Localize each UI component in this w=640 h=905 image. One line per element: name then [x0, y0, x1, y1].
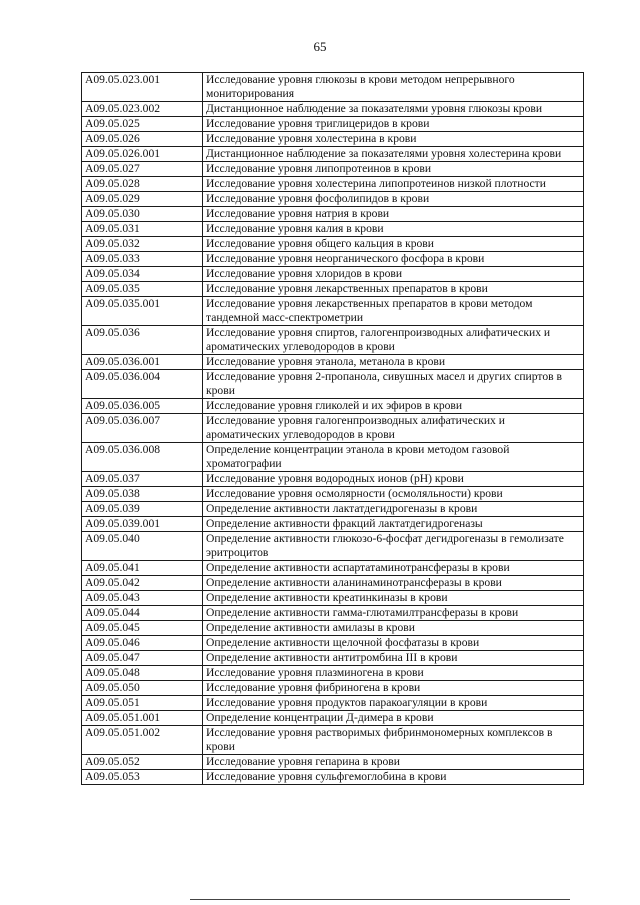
service-code-cell: A09.05.023.001 [82, 73, 203, 102]
service-description-cell: Исследование уровня фосфолипидов в крови [203, 192, 584, 207]
table-row [82, 561, 584, 576]
service-description-cell: Исследование уровня неорганического фосфора в крови [203, 252, 584, 267]
table-row [82, 443, 584, 472]
service-description-cell: Дистанционное наблюдение за показателями уровня холестерина крови [203, 147, 584, 162]
service-description-cell: Исследование уровня гликолей и их эфиров в крови [203, 399, 584, 414]
table-row [82, 606, 584, 621]
service-description-cell: Исследование уровня холестерина липопротеинов низкой плотности [203, 177, 584, 192]
service-description-cell: Исследование уровня глюкозы в крови методом непрерывного мониторирования [203, 73, 584, 102]
service-description-cell: Определение активности лактатдегидрогеназы в крови [203, 502, 584, 517]
service-code-cell: A09.05.039 [82, 502, 203, 517]
service-description-cell: Определение активности антитромбина III в крови [203, 651, 584, 666]
service-description-cell: Определение активности амилазы в крови [203, 621, 584, 636]
service-description-cell: Исследование уровня этанола, метанола в крови [203, 355, 584, 370]
service-code-cell: A09.05.046 [82, 636, 203, 651]
service-code-cell: A09.05.042 [82, 576, 203, 591]
service-description-cell: Исследование уровня сульфгемоглобина в крови [203, 770, 584, 785]
service-code-cell: A09.05.035.001 [82, 297, 203, 326]
table-row [82, 591, 584, 606]
table-row [82, 621, 584, 636]
service-code-cell: A09.05.044 [82, 606, 203, 621]
table-row [82, 414, 584, 443]
table-row [82, 726, 584, 755]
service-description-cell: Исследование уровня продуктов паракоагуляции в крови [203, 696, 584, 711]
service-code-cell: A09.05.035 [82, 282, 203, 297]
service-code-cell: A09.05.029 [82, 192, 203, 207]
service-description-cell: Исследование уровня спиртов, галогенпроизводных алифатических и ароматических углеводородов в крови [203, 326, 584, 355]
service-code-cell: A09.05.036.007 [82, 414, 203, 443]
table-row [82, 237, 584, 252]
table-row [82, 487, 584, 502]
table-row [82, 399, 584, 414]
table-row [82, 532, 584, 561]
service-description-cell: Исследование уровня лекарственных препаратов в крови [203, 282, 584, 297]
service-code-cell: A09.05.045 [82, 621, 203, 636]
table-row [82, 267, 584, 282]
table-row [82, 282, 584, 297]
service-code-cell: A09.05.047 [82, 651, 203, 666]
service-code-cell: A09.05.051.001 [82, 711, 203, 726]
service-code-cell: A09.05.041 [82, 561, 203, 576]
service-code-cell: A09.05.043 [82, 591, 203, 606]
table-row [82, 636, 584, 651]
table-row [82, 162, 584, 177]
service-code-cell: A09.05.050 [82, 681, 203, 696]
table-row [82, 755, 584, 770]
service-description-cell: Определение активности щелочной фосфатазы в крови [203, 636, 584, 651]
table-row [82, 370, 584, 399]
table-row [82, 696, 584, 711]
service-code-table [81, 72, 584, 785]
service-code-cell: A09.05.033 [82, 252, 203, 267]
service-code-cell: A09.05.040 [82, 532, 203, 561]
table-row [82, 355, 584, 370]
table-row [82, 576, 584, 591]
service-description-cell: Определение активности аспартатаминотрансферазы в крови [203, 561, 584, 576]
table-row [82, 502, 584, 517]
service-code-cell: A09.05.051.002 [82, 726, 203, 755]
service-description-cell: Исследование уровня липопротеинов в крови [203, 162, 584, 177]
service-description-cell: Исследование уровня общего кальция в крови [203, 237, 584, 252]
service-description-cell: Определение концентрации Д-димера в крови [203, 711, 584, 726]
table-row [82, 681, 584, 696]
table-row [82, 651, 584, 666]
table-row [82, 147, 584, 162]
table-row [82, 102, 584, 117]
service-code-cell: A09.05.052 [82, 755, 203, 770]
service-code-cell: A09.05.036.004 [82, 370, 203, 399]
service-description-cell: Определение активности фракций лактатдегидрогеназы [203, 517, 584, 532]
table-row [82, 711, 584, 726]
service-description-cell: Определение активности креатинкиназы в крови [203, 591, 584, 606]
service-code-cell: A09.05.032 [82, 237, 203, 252]
table-row [82, 207, 584, 222]
service-code-cell: A09.05.038 [82, 487, 203, 502]
service-code-cell: A09.05.034 [82, 267, 203, 282]
service-description-cell: Исследование уровня лекарственных препаратов в крови методом тандемной масс-спектрометрии [203, 297, 584, 326]
service-code-cell: A09.05.030 [82, 207, 203, 222]
service-code-cell: A09.05.027 [82, 162, 203, 177]
service-description-cell: Исследование уровня осмолярности (осмоляльности) крови [203, 487, 584, 502]
table-row [82, 177, 584, 192]
service-description-cell: Исследование уровня натрия в крови [203, 207, 584, 222]
service-code-cell: A09.05.051 [82, 696, 203, 711]
table-row [82, 222, 584, 237]
table-row [82, 326, 584, 355]
table-row [82, 192, 584, 207]
service-description-cell: Исследование уровня калия в крови [203, 222, 584, 237]
service-description-cell: Исследование уровня 2-пропанола, сивушных масел и других спиртов в крови [203, 370, 584, 399]
service-description-cell: Определение концентрации этанола в крови методом газовой хроматографии [203, 443, 584, 472]
service-description-cell: Определение активности гамма-глютамилтрансферазы в крови [203, 606, 584, 621]
service-description-cell: Дистанционное наблюдение за показателями уровня глюкозы крови [203, 102, 584, 117]
service-code-cell: A09.05.036.008 [82, 443, 203, 472]
service-description-cell: Исследование уровня растворимых фибринмономерных комплексов в крови [203, 726, 584, 755]
service-code-cell: A09.05.036 [82, 326, 203, 355]
service-code-cell: A09.05.028 [82, 177, 203, 192]
table-row [82, 517, 584, 532]
service-description-cell: Исследование уровня гепарина в крови [203, 755, 584, 770]
table-row [82, 252, 584, 267]
service-code-cell: A09.05.053 [82, 770, 203, 785]
service-code-cell: A09.05.023.002 [82, 102, 203, 117]
service-description-cell: Исследование уровня фибриногена в крови [203, 681, 584, 696]
table-row [82, 770, 584, 785]
service-code-cell: A09.05.036.001 [82, 355, 203, 370]
service-code-cell: A09.05.037 [82, 472, 203, 487]
page-number: 65 [313, 39, 327, 54]
service-code-cell: A09.05.031 [82, 222, 203, 237]
service-description-cell: Определение активности глюкозо-6-фосфат дегидрогеназы в гемолизате эритроцитов [203, 532, 584, 561]
service-code-cell: A09.05.048 [82, 666, 203, 681]
service-description-cell: Исследование уровня холестерина в крови [203, 132, 584, 147]
table-row [82, 297, 584, 326]
service-code-cell: A09.05.026 [82, 132, 203, 147]
service-code-cell: A09.05.039.001 [82, 517, 203, 532]
bottom-rule [190, 899, 570, 900]
table-row [82, 666, 584, 681]
service-code-cell: A09.05.025 [82, 117, 203, 132]
service-description-cell: Исследование уровня хлоридов в крови [203, 267, 584, 282]
table-row [82, 73, 584, 102]
service-code-cell: A09.05.036.005 [82, 399, 203, 414]
table-row [82, 472, 584, 487]
service-description-cell: Исследование уровня галогенпроизводных алифатических и ароматических углеводородов в крови [203, 414, 584, 443]
service-description-cell: Исследование уровня триглицеридов в крови [203, 117, 584, 132]
service-description-cell: Исследование уровня плазминогена в крови [203, 666, 584, 681]
service-description-cell: Исследование уровня водородных ионов (pH) крови [203, 472, 584, 487]
table-row [82, 132, 584, 147]
table-row [82, 117, 584, 132]
service-code-table-body [82, 73, 584, 785]
service-code-cell: A09.05.026.001 [82, 147, 203, 162]
service-description-cell: Определение активности аланинаминотрансферазы в крови [203, 576, 584, 591]
